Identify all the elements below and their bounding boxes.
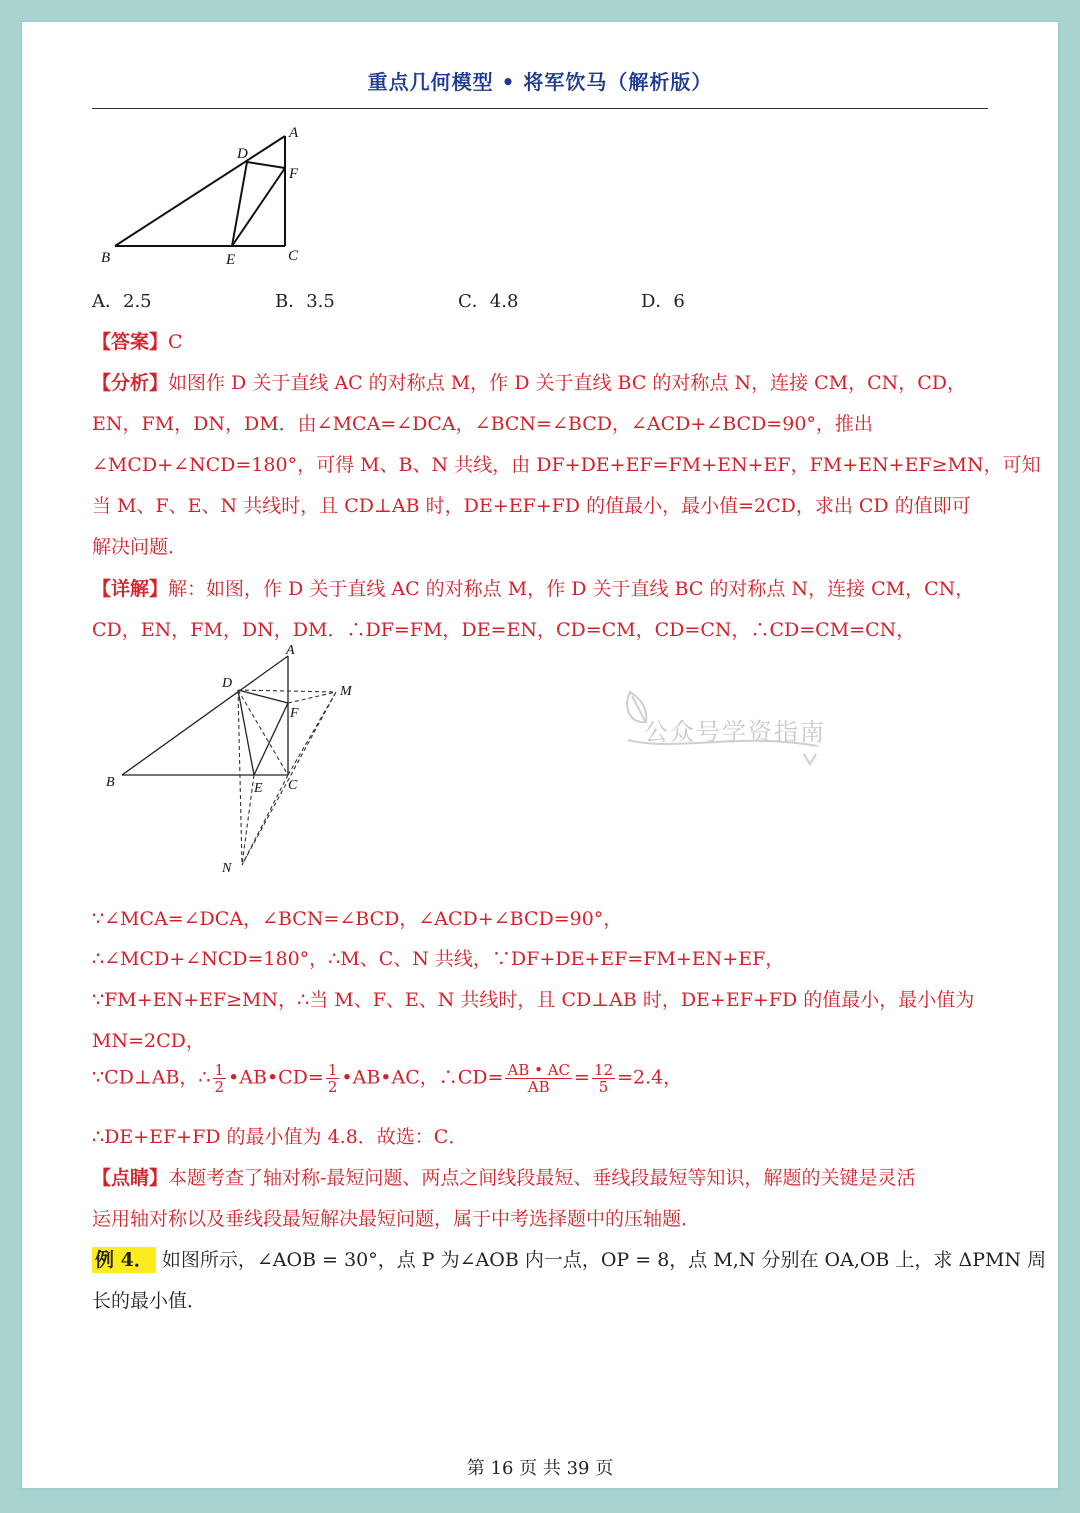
label-a: A [286,643,295,658]
proof-conclusion: ∴DE+EF+FD 的最小值为 4.8．故选：C． [92,1126,468,1148]
detail-tag: 【详解】 [92,578,169,600]
label-b: B [106,775,115,790]
page-footer: 第 16 页 共 39 页 [466,1458,614,1479]
example-4-line-2: 长的最小值． [92,1290,207,1312]
comment-tag: 【点睛】 [92,1167,169,1189]
label-e: E [254,781,263,796]
proof-line-1: ∵∠MCA=∠DCA，∠BCN=∠BCD，∠ACD+∠BCD=90°， [92,908,623,930]
document-page [20,20,1060,1490]
segment-dn [238,690,242,865]
header-title: 重点几何模型 • 将军饮马（解析版） [367,70,713,94]
watermark-text: 公众号学资指南 [644,718,826,746]
segment-dm [238,690,336,692]
segment-fm [288,692,336,703]
segment-cn [242,775,288,865]
proof-line-4: MN=2CD， [92,1030,205,1052]
formula-part-2: •AB•CD= [228,1066,324,1089]
label-f: F [290,706,299,721]
answer-value: C [168,331,183,353]
proof-line-3: ∵FM+EN+EF≥MN，∴当 M、F、E、N 共线时，且 CD⊥AB 时，DE+EF+FD 的值最小，最小值为 [92,989,975,1011]
label-c: C [288,778,298,793]
label-a: A [289,125,299,141]
detail-line-2: CD，EN，FM，DN，DM．∴DF=FM，DE=EN，CD=CM，CD=CN，∴CD=CM=CN， [92,619,916,641]
formula-part-1: ∵CD⊥AB，∴ [92,1066,211,1089]
option-c: C．4.8 [458,291,519,312]
comment-line-1 [92,1163,915,1190]
figure-triangle-abc [92,110,332,280]
formula-equals: = [574,1066,590,1089]
analysis-tag: 【分析】 [92,372,169,394]
detail-line-1 [92,574,974,601]
fraction-half-1: $\frac{1}{2}$ [214,1061,225,1096]
analysis-text-1: 如图作 D 关于直线 AC 的对称点 M，作 D 关于直线 BC 的对称点 N，连接 CM，CN，CD， [168,372,967,394]
formula-part-3: •AB•AC，∴CD= [341,1066,504,1089]
label-m: M [340,684,352,699]
analysis-line-3: ∠MCD+∠NCD=180°，可得 M、B、N 共线，由 DF+DE+EF=FM+EN+EF，FM+EN+EF≥MN，可知 [92,454,1041,476]
label-d: D [222,676,233,691]
answer-line [92,327,183,354]
segment-df [247,162,285,168]
label-c: C [288,248,299,264]
fraction-half-2: $\frac{1}{2}$ [327,1061,338,1096]
answer-tag: 【答案】 [92,331,169,353]
option-d: D．6 [641,291,685,312]
side-ab [115,136,285,246]
comment-text-1: 本题考查了轴对称-最短问题、两点之间线段最短、垂线段最短等知识，解题的关键是灵活 [168,1167,916,1189]
detail-text-1: 解：如图，作 D 关于直线 AC 的对称点 M，作 D 关于直线 BC 的对称点 N，连接 CM，CN， [168,578,975,600]
option-a: A．2.5 [92,291,152,312]
formula-part-4: =2.4， [617,1066,683,1089]
option-b: B．3.5 [275,291,335,312]
header-rule [92,108,988,109]
analysis-line-2: EN，FM，DN，DM．由∠MCA=∠DCA，∠BCN=∠BCD，∠ACD+∠BCD=90°，推出 [92,413,873,435]
example-4-line-1 [92,1245,1046,1272]
label-b: B [101,250,111,266]
proof-formula-line [92,1062,682,1095]
analysis-line-4: 当 M、F、E、N 共线时，且 CD⊥AB 时，DE+EF+FD 的值最小，最小值=2CD，求出 CD 的值即可 [92,495,971,517]
label-f: F [289,166,299,182]
fraction-12-over-5: $\frac{12}{5}$ [593,1061,614,1096]
proof-line-2: ∴∠MCD+∠NCD=180°，∴M、C、N 共线，∵DF+DE+EF=FM+EN+EF， [92,948,785,970]
segment-df [238,690,288,703]
label-e: E [226,252,236,268]
example-4-text: 如图所示，∠AOB = 30°，点 P 为∠AOB 内一点，OP = 8，点 M,N 分别在 OA,OB 上，求 ΔPMN 周 [161,1249,1047,1271]
label-d: D [237,146,248,162]
segment-en [242,775,254,865]
fraction-ab-ac-over-ab: $\frac{AB • AC}{AB}$ [507,1061,571,1096]
figure-symmetry-construction [92,640,392,890]
example-4-label: 例 4． [92,1247,156,1273]
comment-line-2: 运用轴对称以及垂线段最短解决最短问题，属于中考选择题中的压轴题． [92,1208,701,1230]
label-n: N [222,861,232,876]
segment-ef [254,703,288,775]
analysis-line-1 [92,368,966,395]
analysis-line-5: 解决问题． [92,536,188,558]
